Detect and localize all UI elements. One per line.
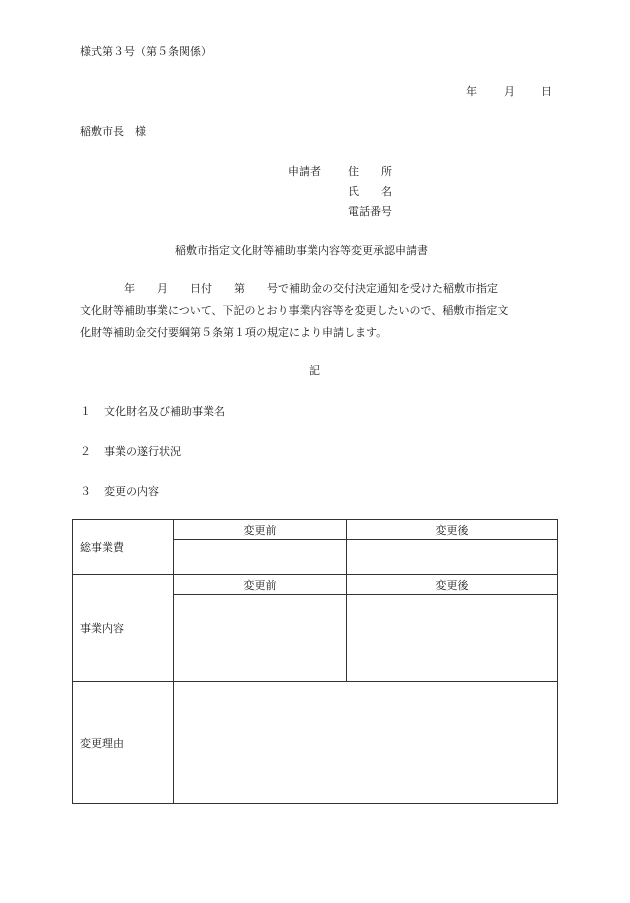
date-year: 年 — [466, 85, 477, 98]
item-2-number: ２ — [80, 445, 91, 458]
item-3-number: ３ — [80, 485, 91, 498]
item-1-text: 文化財名及び補助事業名 — [104, 405, 225, 418]
change-details-table — [72, 519, 558, 804]
project-content-before-cell[interactable] — [174, 595, 347, 682]
addressee: 稲敷市長 様 — [80, 125, 146, 138]
applicant-phone: 電話番号 — [348, 205, 392, 218]
total-cost-before-header: 変更前 — [174, 520, 347, 540]
total-cost-after-header: 変更後 — [347, 520, 558, 540]
applicant-address: 住 所 — [348, 165, 392, 178]
form-number: 様式第３号（第５条関係） — [80, 45, 212, 58]
document-title: 稲敷市指定文化財等補助事業内容等変更承認申請書 — [175, 244, 428, 257]
change-reason-label: 変更理由 — [73, 682, 174, 804]
body-line-3: 化財等補助金交付要綱第５条第１項の規定により申請します。 — [80, 326, 388, 339]
total-cost-before-cell[interactable] — [174, 540, 347, 575]
total-cost-label: 総事業費 — [73, 520, 174, 575]
applicant-name: 氏 名 — [348, 185, 392, 198]
project-content-label: 事業内容 — [73, 575, 174, 682]
total-cost-after-cell[interactable] — [347, 540, 558, 575]
project-content-after-cell[interactable] — [347, 595, 558, 682]
applicant-label: 申請者 — [288, 165, 321, 178]
body-line-2: 文化財等補助事業について、下記のとおり事業内容等を変更したいので、稲敷市指定文 — [80, 304, 509, 317]
ki-heading: 記 — [309, 364, 320, 377]
item-1-number: １ — [80, 405, 91, 418]
date-day: 日 — [541, 85, 552, 98]
item-2-text: 事業の遂行状況 — [104, 445, 181, 458]
body-paragraph — [80, 278, 558, 344]
date-month: 月 — [504, 85, 515, 98]
project-content-after-header: 変更後 — [347, 575, 558, 595]
change-reason-cell[interactable] — [174, 682, 558, 804]
project-content-before-header: 変更前 — [174, 575, 347, 595]
item-3-text: 変更の内容 — [104, 485, 159, 498]
body-line-1: 年 月 日付 第 号で補助金の交付決定通知を受けた稲敷市指定 — [80, 282, 498, 295]
